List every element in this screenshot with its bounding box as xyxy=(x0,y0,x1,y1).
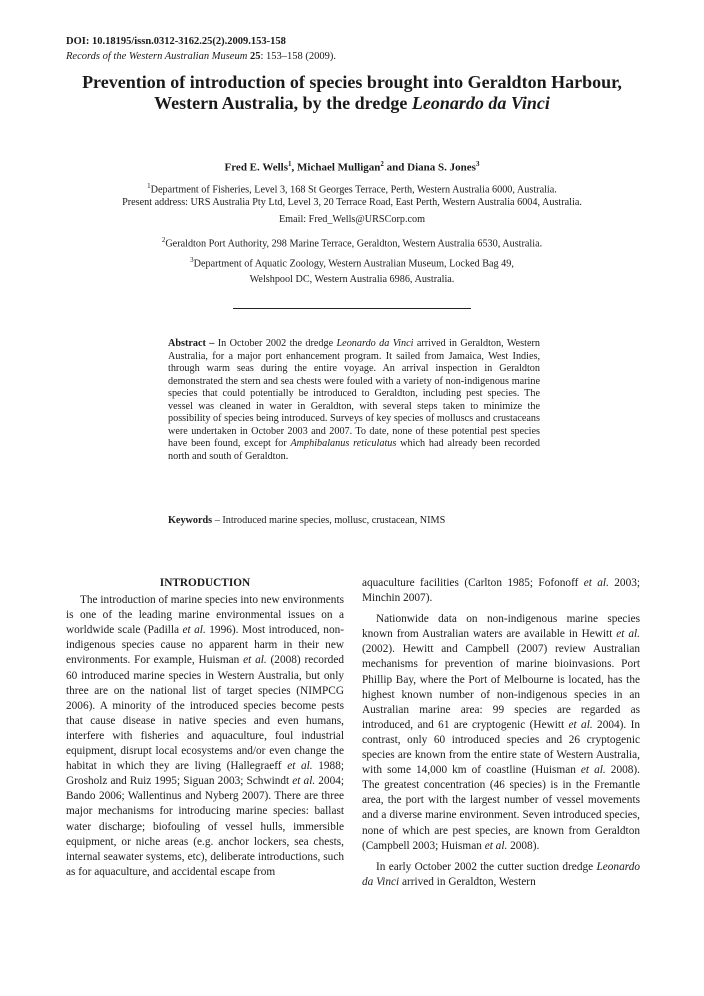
journal-citation: Records of the Western Australian Museum 25: 153–158 (2009). xyxy=(66,51,336,62)
email: Email: Fred_Wells@URSCorp.com xyxy=(278,214,426,225)
abstract: Abstract – In October 2002 the dredge Leonardo da Vinci arrived in Geraldton, Western Australia, for a major port enhancement program. It sailed from Jamaica, West Indies, through warm seas during the entire voyage. An arrival inspection in Geraldton demonstrated the stern and sea chests were fouled with a variety of non-indigenous marine species that could potentially be introduced to Geraldton, including pest species. The vessel was cleaned in water in Geraldton, with several steps taken to minimize the possibility of species being introduced. Surveys of key species of molluscs and crustaceans were undertaken in October 2003 and 2007. To date, none of these potential pest species have been found, except for Amphibalanus reticulatus which had already been recorded north and south of Geraldton. xyxy=(168,338,540,462)
affiliation-2: $^2$Geraldton Port Authority, 298 Marine Terrace, Geraldton, Western Australia 6530, Australia. xyxy=(161,236,543,250)
section-heading: INTRODUCTION xyxy=(159,577,251,589)
affiliation-3: $^3$Department of Aquatic Zoology, Western Australian Museum, Locked Bag 49, Welshpool DC, Western Australia 6986, Australia. xyxy=(190,256,514,286)
paper-title: Prevention of introduction of species brought into Geraldton Harbour, Western Australia, by the dredge Leonardo da Vinci xyxy=(82,72,622,113)
keywords: Keywords – Introduced marine species, mollusc, crustacean, NIMS xyxy=(168,515,446,526)
running-header xyxy=(66,34,336,64)
paragraph: In early October 2002 the cutter suction dredge Leonardo da Vinci arrived in Geraldton, Western xyxy=(362,860,640,888)
column-right xyxy=(362,576,640,890)
divider xyxy=(233,308,471,309)
affiliation-1: $^1$Department of Fisheries, Level 3, 168 St Georges Terrace, Perth, Western Australia 6000, Australia. xyxy=(147,182,557,196)
present-address: Present address: URS Australia Pty Ltd, Level 3, 20 Terrace Road, East Perth, Western Australia 6004, Australia. xyxy=(122,197,582,208)
paragraph: aquaculture facilities (Carlton 1985; Fofonoff et al. 2003; Minchin 2007). xyxy=(362,577,641,605)
author-list: Fred E. Wells$^1$, Michael Mulligan$^2$ and Diana S. Jones$^3$ xyxy=(224,160,480,174)
paragraph: Nationwide data on non-indigenous marine species known from Australian waters are available in Hewitt et al. (2002). Hewitt and Campbell (2007) review Australian mechanisms for prevention of marine bioinvasions. Port Phillip Bay, where the Port of Melbourne is located, has the highest known number of non-indigenous species in an Australian marine area: 99 species are regarded as introduced, and 61 are cryptogenic (Hewitt et al. 2004). In contrast, only 60 introduced species and 26 cryptogenic species are known from the entire state of Western Australia, with some 14,000 km of coastline (Huisman et al. 2008). The greatest concentration (46 species) is in the Fremantle area, the port with the largest number of vessel movements and a diverse marine environment. Seven introduced species, none of which are pest species, are known from Geraldton (Campbell 2003; Huisman et al. 2008). xyxy=(362,613,641,852)
paragraph: The introduction of marine species into new environments is one of the leading marine environmental issues on a worldwide scale (Padilla et al. 1996). Most introduced, non-indigenous species cause no apparent harm in their new environments. For example, Huisman et al. (2008) recorded 60 introduced marine species in Western Australia, but only three are on the national list of target species (NIMPCG 2006). A minority of the introduced species become pests that cause disease in native species and even humans, interfere with fisheries and aquaculture, foul industrial equipment, disrupt local ecosystems and/or even change the habitat in which they are living (Hallegraeff et al. 1988; Grosholz and Ruiz 1995; Siguan 2003; Schwindt et al. 2004; Bando 2006; Wallentinus and Nyberg 2007). There are three major mechanisms for introducing marine species: ballast water discharge; biofouling of vessel hulls, immersible equipment, or niche areas (e.g. anchor lockers, sea chests, internal seawater systems, etc), deliberate introductions, such as for aquaculture, and accidental escape from xyxy=(66,594,345,878)
doi: DOI: 10.18195/issn.0312-3162.25(2).2009.153-158 xyxy=(66,36,286,47)
column-left xyxy=(66,576,344,880)
